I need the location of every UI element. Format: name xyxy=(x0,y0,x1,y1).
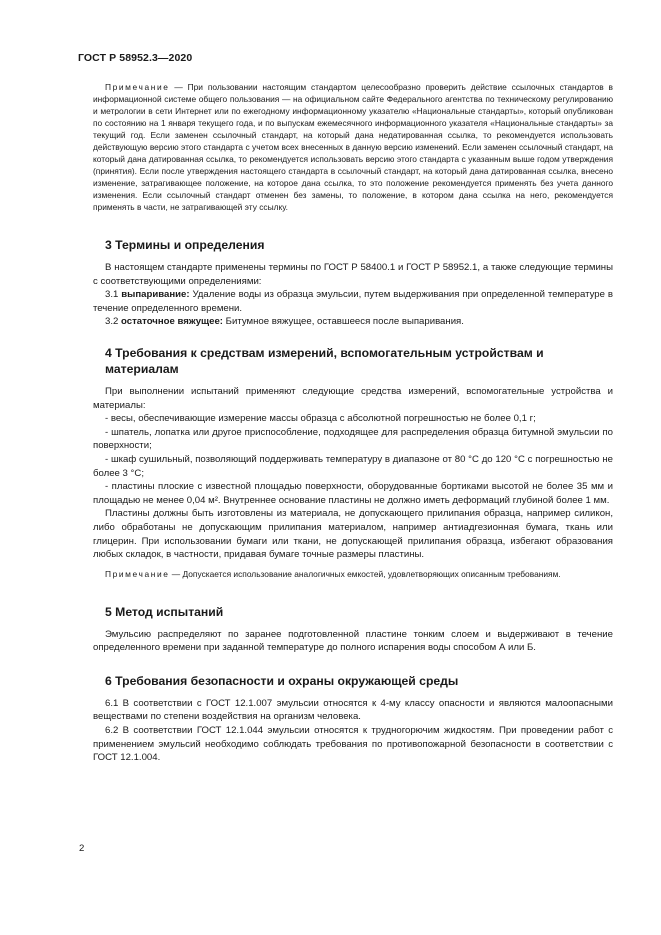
section-5-title: 5 Метод испытаний xyxy=(105,604,224,619)
page-number: 2 xyxy=(79,843,85,854)
section-4-plates: Пластины должны быть изготовлены из материала, не допускающего прилипания образца, например силикон, либо обработаны не допускающим прилипания материалом, например антиадгезионная бумага, ткань или глицерин. При использовании бумаги или ткани, не допускающей прилипания образца, избегают образования любых складок, в частности, придавая бумаге точные размеры пластины. xyxy=(93,508,613,561)
note-text: — При пользовании настоящим стандартом целесообразно проверить действие ссылочных стандартов в информационной системе общего пользования — на официальном сайте Федерального агентства по техническому регулированию и метрологии в сети Интернет или по ежегодному информационному указателю «Национальные стандарты», который опубликован по состоянию на 1 января текущего года, и по выпускам ежемесячного информационного указателя «Национальные стандарты» за текущий год. Если заменен ссылочный стандарт, на который дана недатированная ссылка, то рекомендуется использовать действующую версию этого стандарта с учетом всех внесенных в данную версию изменений. Если заменен ссылочный стандарт, на который дана датированная ссылка, то рекомендуется использовать версию этого стандарта с указанным выше годом утверждения (принятия). Если после утверждения настоящего стандарта в ссылочный стандарт, на который дана датированная ссылка, внесено изменение, затрагивающее положение, на которое дана ссылка, то это положение рекомендуется применять без учета данного изменения. Если ссылочный стандарт отменен без замены, то положение, в котором дана ссылка на него, рекомендуется применять в части, не затрагивающей эту ссылку. xyxy=(93,82,613,212)
note-references xyxy=(93,81,613,213)
section-3-title: 3 Термины и определения xyxy=(105,238,265,252)
term-3-2-definition: Битумное вяжущее, оставшееся после выпаривания. xyxy=(223,316,464,328)
section-3-intro: В настоящем стандарте применены термины по ГОСТ Р 58400.1 и ГОСТ Р 58952.1, а также следующие термины с соответствующими определениями: xyxy=(93,262,613,287)
section-4-title: 4 Требования к средствам измерений, вспомогательным устройствам и материалам xyxy=(105,345,544,376)
term-3-1 xyxy=(93,288,613,315)
section-6-2: 6.2 В соответствии ГОСТ 12.1.044 эмульсии относятся к трудногорючим жидкостям. При проведении работ с применением эмульсий необходимо соблюдать требования по противопожарной безопасности в соответствии с ГОСТ 12.1.004. xyxy=(93,725,613,764)
page-content xyxy=(93,81,613,765)
section-4-note xyxy=(93,568,613,580)
list-item: - шкаф сушильный, позволяющий поддерживать температуру в диапазоне от 80 °С до 120 °С с погрешностью не более 3 °С; xyxy=(93,453,613,479)
term-3-2-number: 3.2 xyxy=(105,316,122,328)
term-3-1-number: 3.1 xyxy=(105,289,122,301)
document-code-header: ГОСТ Р 58952.3—2020 xyxy=(78,52,193,64)
term-3-2 xyxy=(93,315,613,329)
section-6-title: 6 Требования безопасности и охраны окружающей среды xyxy=(105,673,459,688)
list-item: - шпатель, лопатка или другое приспособление, подходящее для распределения образца битумной эмульсии по поверхности; xyxy=(93,426,613,452)
section-4-intro: При выполнении испытаний применяют следующие средства измерений, вспомогательные устройства и материалы: xyxy=(93,385,613,411)
list-item: - пластины плоские с известной площадью поверхности, оборудованные бортиками высотой не более 35 мм и площадью не менее 0,04 м². Внутреннее основание пластины не должно иметь деформаций глубиной более 1 мм. xyxy=(93,481,613,506)
list-item: - весы, обеспечивающие измерение массы образца с абсолютной погрешностью не более 0,1 г; xyxy=(105,413,536,425)
term-3-2-term: остаточное вяжущее: xyxy=(121,316,224,328)
term-3-1-term: выпаривание: xyxy=(121,289,190,301)
section-4-note-text: — Допускается использование аналогичных емкостей, удовлетворяющих описанным требованиям. xyxy=(169,568,561,579)
section-4-note-lead: Примечание xyxy=(105,568,170,579)
section-6-1: 6.1 В соответствии с ГОСТ 12.1.007 эмульсии относятся к 4-му классу опасности и являются малоопасными веществами по степени воздействия на организм человека. xyxy=(93,697,613,723)
section-5-text: Эмульсию распределяют по заранее подготовленной пластине тонким слоем и выдерживают в течение определенного времени при заданной температуре до полного испарения воды способом А или Б. xyxy=(93,628,613,654)
term-3-1-definition: Удаление воды из образца эмульсии, путем выдерживания при определенной температуре в течение определенного времени. xyxy=(93,289,613,314)
note-lead: Примечание xyxy=(105,82,170,92)
